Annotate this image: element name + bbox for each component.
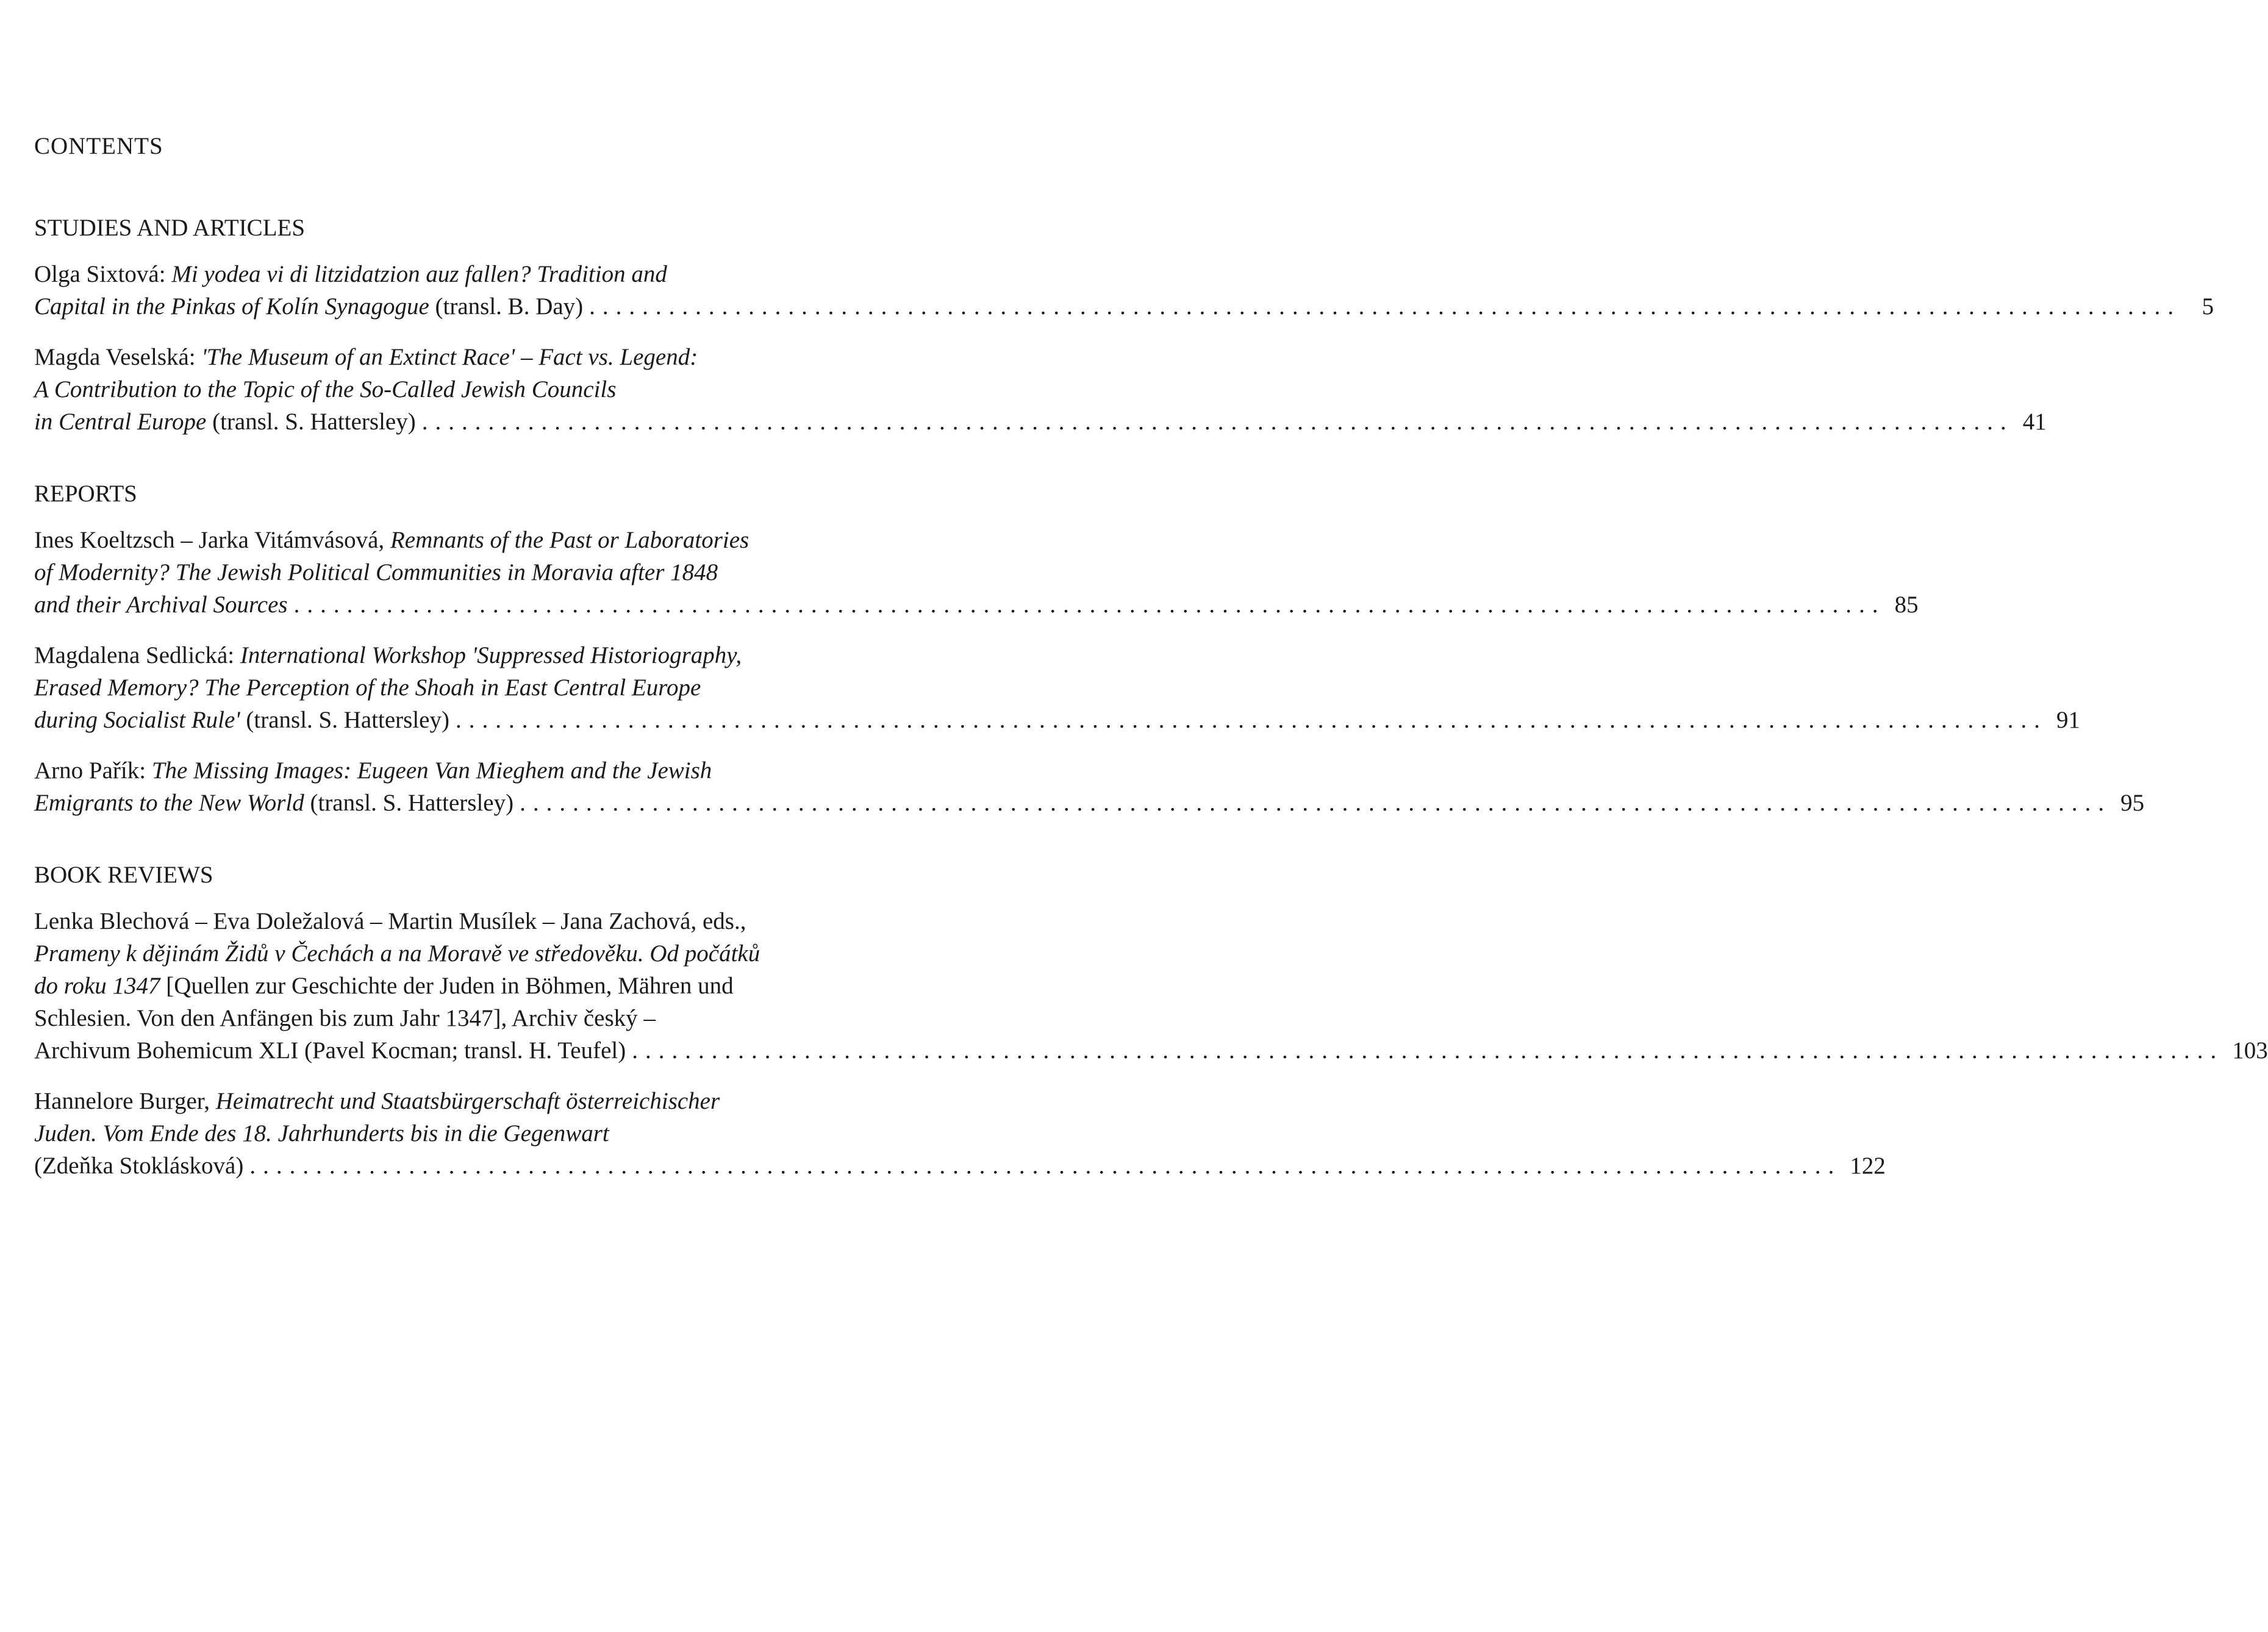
entry-title-text: do roku 1347 xyxy=(34,973,160,999)
entry-line xyxy=(34,373,894,406)
entry-title-text: The Missing Images: Eugeen Van Mieghem and the Jewish xyxy=(151,757,712,784)
entry-last-line xyxy=(34,1034,2268,1067)
entry-line xyxy=(34,524,894,556)
entry-line xyxy=(34,639,894,671)
toc-entry[interactable] xyxy=(34,1085,1886,1182)
entry-text: Magda Veselská: xyxy=(34,344,202,370)
entry-title-text: Juden. Vom Ende des 18. Jahrhunderts bis in die Gegenwart xyxy=(34,1120,609,1147)
entry-line xyxy=(34,937,894,970)
entry-title-text: Remnants of the Past or Laboratories xyxy=(390,527,749,553)
entry-text: (Zdeňka Stoklásková) xyxy=(34,1153,244,1179)
entry-line xyxy=(34,341,894,373)
entry-title-text: during Socialist Rule' xyxy=(34,707,240,733)
entry-last-line xyxy=(34,406,2047,438)
entry-last-line xyxy=(34,787,2145,819)
entry-line xyxy=(34,970,894,1002)
entry-line xyxy=(34,1117,894,1150)
entry-text: (transl. B. Day) xyxy=(429,293,584,320)
entry-text: (transl. S. Hattersley) xyxy=(206,409,416,435)
entry-text: Ines Koeltzsch – Jarka Vitámvásová, xyxy=(34,527,390,553)
entry-text: Arno Pařík: xyxy=(34,757,152,784)
entry-title-text: Capital in the Pinkas of Kolín Synagogue xyxy=(34,293,429,320)
contents-heading: CONTENTS xyxy=(34,133,163,159)
entry-title-text: in Central Europe xyxy=(34,409,207,435)
dot-leader: ........................................................................................................................ xyxy=(421,409,2014,435)
entry-line-text xyxy=(34,589,288,621)
entry-text: Schlesien. Von den Anfängen bis zum Jahr 1347], Archiv český – xyxy=(34,1005,656,1031)
page-number: 91 xyxy=(2056,707,2080,733)
entry-last-line xyxy=(34,704,2080,736)
page-number: 85 xyxy=(1894,592,1919,618)
section-heading: BOOK REVIEWS xyxy=(34,862,213,888)
entry-title-text: Heimatrecht und Staatsbürgerschaft österreichischer xyxy=(215,1088,720,1114)
entry-line-text xyxy=(34,290,583,323)
toc-entry[interactable] xyxy=(34,258,2214,323)
dot-leader: ........................................................................................................................ xyxy=(293,592,1886,618)
entry-line-text xyxy=(34,787,513,819)
entry-line xyxy=(34,1085,894,1117)
entry-title-text: A Contribution to the Topic of the So-Called Jewish Councils xyxy=(34,376,617,403)
toc-section xyxy=(34,481,2145,819)
entry-title-text: Mi yodea vi di litzidatzion auz fallen? Tradition and xyxy=(171,261,667,287)
entry-line-text xyxy=(34,1034,626,1067)
toc-section xyxy=(34,862,2268,1182)
entry-last-line xyxy=(34,1150,1886,1182)
entry-text: Olga Sixtová: xyxy=(34,261,172,287)
entry-title-text: International Workshop 'Suppressed Historiography, xyxy=(240,642,742,668)
dot-leader: ........................................................................................................................ xyxy=(520,790,2112,816)
entry-text: [Quellen zur Geschichte der Juden in Böhmen, Mähren und xyxy=(160,973,734,999)
entry-line xyxy=(34,754,894,787)
toc-entry[interactable] xyxy=(34,524,1919,621)
toc-entry[interactable] xyxy=(34,341,2047,438)
entry-last-line xyxy=(34,589,1919,621)
entry-title-text: and their Archival Sources xyxy=(34,592,288,618)
entry-text: (transl. S. Hattersley) xyxy=(240,707,449,733)
toc-entry[interactable] xyxy=(34,639,2080,736)
entry-text: (transl. S. Hattersley) xyxy=(304,790,514,816)
toc-sections xyxy=(34,215,2268,1182)
section-heading: REPORTS xyxy=(34,481,137,507)
entry-line xyxy=(34,1002,894,1034)
entry-title-text: of Modernity? The Jewish Political Communities in Moravia after 1848 xyxy=(34,559,718,585)
entry-last-line xyxy=(34,290,2214,323)
page-number: 5 xyxy=(2202,293,2214,320)
section-heading: STUDIES AND ARTICLES xyxy=(34,215,306,241)
entry-text: Hannelore Burger, xyxy=(34,1088,216,1114)
page-number: 41 xyxy=(2022,409,2047,435)
toc-entry[interactable] xyxy=(34,754,2145,819)
entry-line xyxy=(34,258,894,290)
page-number: 103 xyxy=(2232,1037,2268,1064)
page-number: 122 xyxy=(1850,1153,1886,1179)
toc-entry[interactable] xyxy=(34,905,2268,1067)
entry-text: Archivum Bohemicum XLI (Pavel Kocman; transl. H. Teufel) xyxy=(34,1037,626,1064)
entry-title-text: Erased Memory? The Perception of the Shoah in East Central Europe xyxy=(34,675,701,701)
entry-line-text xyxy=(34,406,416,438)
entry-title-text: Prameny k dějinám Židů v Čechách a na Moravě ve středověku. Od počátků xyxy=(34,940,760,967)
entry-title-text: Emigrants to the New World xyxy=(34,790,304,816)
dot-leader: ........................................................................................................................ xyxy=(632,1037,2224,1064)
dot-leader: ........................................................................................................................ xyxy=(455,707,2047,733)
table-of-contents xyxy=(34,133,2268,1226)
entry-line-text xyxy=(34,704,449,736)
dot-leader: ........................................................................................................................ xyxy=(589,293,2181,320)
entry-text: Magdalena Sedlická: xyxy=(34,642,240,668)
entry-line xyxy=(34,905,894,937)
entry-line xyxy=(34,556,894,589)
entry-title-text: 'The Museum of an Extinct Race' – Fact vs. Legend: xyxy=(201,344,698,370)
page-number: 95 xyxy=(2120,790,2145,816)
entry-line xyxy=(34,671,894,704)
entry-line-text xyxy=(34,1150,243,1182)
toc-section xyxy=(34,215,2214,438)
entry-text: Lenka Blechová – Eva Doležalová – Martin Musílek – Jana Zachová, eds., xyxy=(34,908,746,934)
dot-leader: ........................................................................................................................ xyxy=(249,1153,1842,1179)
